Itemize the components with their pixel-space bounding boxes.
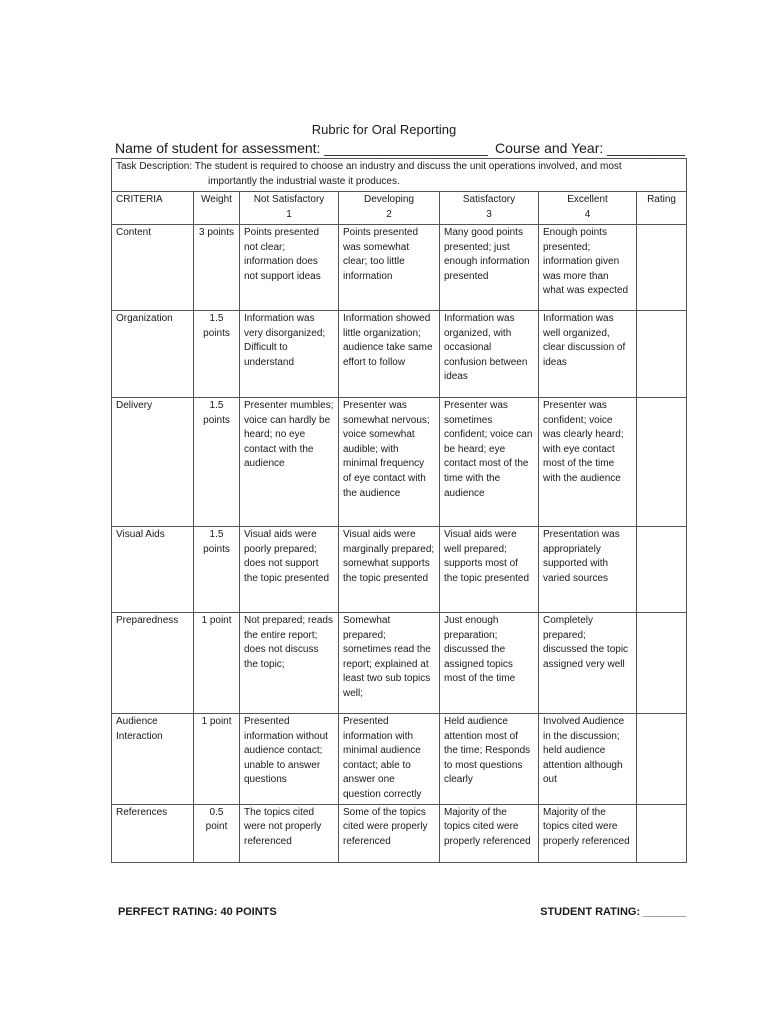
header-developing [339, 192, 440, 225]
developing-cell: Presented information with minimal audience contact; able to answer one question correctly [339, 714, 440, 805]
perfect-rating: PERFECT RATING: 40 POINTS [118, 906, 277, 918]
not-satisfactory-cell: Presenter mumbles; voice can hardly be heard; no eye contact with the audience [240, 398, 339, 527]
not-satisfactory-cell: Presented information without audience contact; unable to answer questions [240, 714, 339, 805]
weight-cell: 3 points [194, 225, 240, 311]
task-description-line-1: Task Description: The student is required to choose an industry and discuss the unit operations involved, and most [116, 161, 622, 172]
not-satisfactory-cell: Information was very disorganized; Difficult to understand [240, 311, 339, 398]
weight-cell: 1.5 points [194, 311, 240, 398]
rating-cell[interactable] [637, 613, 687, 714]
header-row [112, 192, 687, 225]
student-info-line [111, 140, 685, 158]
header-weight: Weight [194, 192, 240, 225]
rating-cell[interactable] [637, 398, 687, 527]
course-year-label: Course and Year: __________ [495, 140, 685, 156]
criteria-cell: Content [112, 225, 194, 311]
developing-cell: Information showed little organization; audience take same effort to follow [339, 311, 440, 398]
task-description-row [112, 159, 687, 192]
weight-cell: 1 point [194, 613, 240, 714]
criteria-cell: Organization [112, 311, 194, 398]
weight-cell: 1.5 points [194, 398, 240, 527]
satisfactory-cell: Visual aids were well prepared; supports most of the topic presented [440, 527, 539, 613]
header-excellent-score: 4 [584, 208, 591, 220]
header-excellent [539, 192, 637, 225]
developing-cell: Presenter was somewhat nervous; voice somewhat audible; with minimal frequency of eye contact with the audience [339, 398, 440, 527]
satisfactory-cell: Majority of the topics cited were properly referenced [440, 804, 539, 862]
rubric-row-visual-aids [112, 527, 687, 613]
criteria-cell: Audience Interaction [112, 714, 194, 805]
rubric-row-delivery [112, 398, 687, 527]
weight-cell: 1.5 points [194, 527, 240, 613]
task-description-line-2: importantly the industrial waste it produces. [208, 175, 400, 187]
criteria-cell: Preparedness [112, 613, 194, 714]
student-name-label: Name of student for assessment: _____________________ [115, 140, 488, 156]
weight-cell: 1 point [194, 714, 240, 805]
criteria-cell: Visual Aids [112, 527, 194, 613]
not-satisfactory-cell: Points presented not clear; information does not support ideas [240, 225, 339, 311]
header-not-satisfactory-score: 1 [286, 208, 292, 220]
footer [118, 906, 686, 922]
student-rating[interactable]: STUDENT RATING: _______ [540, 906, 686, 918]
rubric-table [111, 158, 687, 863]
excellent-cell: Completely prepared; discussed the topic assigned very well [539, 613, 637, 714]
header-criteria: CRITERIA [112, 192, 194, 225]
rubric-row-preparedness [112, 613, 687, 714]
developing-cell: Visual aids were marginally prepared; somewhat supports the topic presented [339, 527, 440, 613]
criteria-cell: Delivery [112, 398, 194, 527]
header-rating: Rating [637, 192, 687, 225]
rubric-row-audience-interaction [112, 714, 687, 805]
excellent-cell: Presentation was appropriately supported with varied sources [539, 527, 637, 613]
rating-cell[interactable] [637, 311, 687, 398]
header-not-satisfactory-label: Not Satisfactory [253, 194, 325, 205]
excellent-cell: Majority of the topics cited were properly referenced [539, 804, 637, 862]
excellent-cell: Presenter was confident; voice was clearly heard; with eye contact most of the time with the audience [539, 398, 637, 527]
satisfactory-cell: Many good points presented; just enough information presented [440, 225, 539, 311]
satisfactory-cell: Information was organized, with occasional confusion between ideas [440, 311, 539, 398]
header-satisfactory-label: Satisfactory [462, 194, 516, 205]
header-excellent-label: Excellent [567, 194, 608, 205]
rubric-row-content [112, 225, 687, 311]
not-satisfactory-cell: Visual aids were poorly prepared; does not support the topic presented [240, 527, 339, 613]
not-satisfactory-cell: Not prepared; reads the entire report; does not discuss the topic; [240, 613, 339, 714]
rating-cell[interactable] [637, 527, 687, 613]
rating-cell[interactable] [637, 714, 687, 805]
document-title: Rubric for Oral Reporting [311, 122, 457, 137]
header-developing-score: 2 [386, 208, 392, 220]
satisfactory-cell: Just enough preparation; discussed the assigned topics most of the time [440, 613, 539, 714]
rubric-row-references [112, 804, 687, 862]
developing-cell: Somewhat prepared; sometimes read the report; explained at least two sub topics well; [339, 613, 440, 714]
rubric-row-organization [112, 311, 687, 398]
rating-cell[interactable] [637, 804, 687, 862]
weight-cell: 0.5 point [194, 804, 240, 862]
header-satisfactory [440, 192, 539, 225]
excellent-cell: Involved Audience in the discussion; held audience attention although out [539, 714, 637, 805]
header-not-satisfactory [240, 192, 339, 225]
not-satisfactory-cell: The topics cited were not properly referenced [240, 804, 339, 862]
task-description [112, 159, 687, 192]
header-developing-label: Developing [363, 194, 415, 205]
rating-cell[interactable] [637, 225, 687, 311]
satisfactory-cell: Held audience attention most of the time; Responds to most questions clearly [440, 714, 539, 805]
header-satisfactory-score: 3 [486, 208, 492, 220]
developing-cell: Points presented was somewhat clear; too little information [339, 225, 440, 311]
excellent-cell: Enough points presented; information given was more than what was expected [539, 225, 637, 311]
criteria-cell: References [112, 804, 194, 862]
developing-cell: Some of the topics cited were properly referenced [339, 804, 440, 862]
satisfactory-cell: Presenter was sometimes confident; voice can be heard; eye contact most of the time with the audience [440, 398, 539, 527]
excellent-cell: Information was well organized, clear discussion of ideas [539, 311, 637, 398]
